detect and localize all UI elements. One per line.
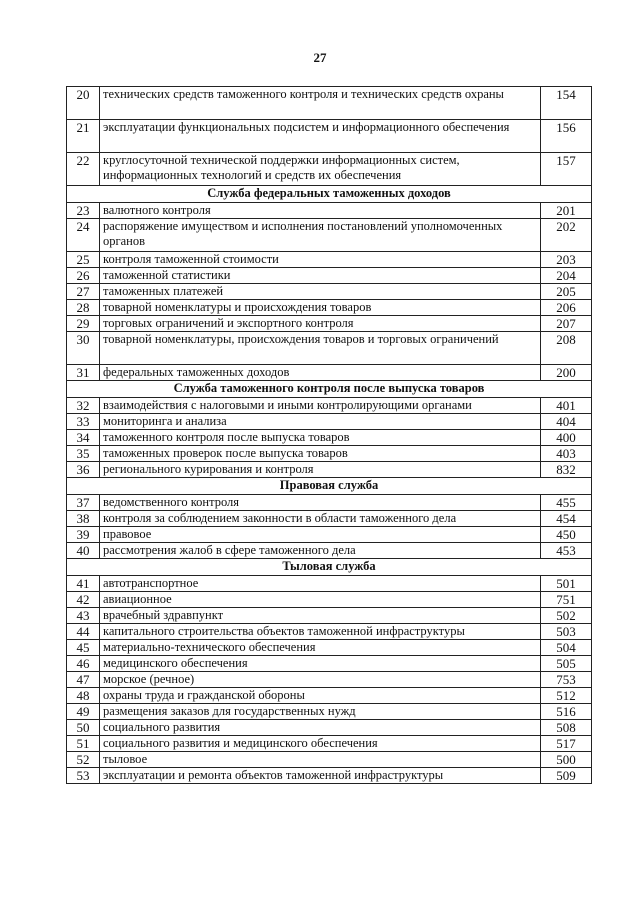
- department-code: 832: [541, 462, 592, 478]
- department-code: 517: [541, 736, 592, 752]
- table-row: [67, 543, 592, 559]
- department-code: 454: [541, 511, 592, 527]
- department-name: таможенных платежей: [100, 284, 541, 300]
- section-header-row: [67, 186, 592, 203]
- departments-table: [66, 86, 592, 784]
- department-name: морское (речное): [100, 672, 541, 688]
- department-name: валютного контроля: [100, 203, 541, 219]
- row-number: 34: [67, 430, 100, 446]
- department-code: 516: [541, 704, 592, 720]
- table-row: [67, 656, 592, 672]
- row-number: 31: [67, 365, 100, 381]
- section-title: Правовая служба: [67, 478, 592, 495]
- section-title: Тыловая служба: [67, 559, 592, 576]
- page-number: 27: [313, 50, 327, 65]
- department-name: взаимодействия с налоговыми и иными контролирующими органами: [100, 398, 541, 414]
- row-number: 32: [67, 398, 100, 414]
- row-number: 21: [67, 120, 100, 153]
- department-name: ведомственного контроля: [100, 495, 541, 511]
- table-row: [67, 704, 592, 720]
- table-row: [67, 462, 592, 478]
- table-row: [67, 153, 592, 186]
- department-code: 502: [541, 608, 592, 624]
- row-number: 45: [67, 640, 100, 656]
- row-number: 40: [67, 543, 100, 559]
- department-name: товарной номенклатуры, происхождения товаров и торговых ограничений: [100, 332, 541, 365]
- department-code: 203: [541, 252, 592, 268]
- table-row: [67, 203, 592, 219]
- table-row: [67, 527, 592, 543]
- department-code: 400: [541, 430, 592, 446]
- department-code: 157: [541, 153, 592, 186]
- department-name: социального развития и медицинского обеспечения: [100, 736, 541, 752]
- department-code: 453: [541, 543, 592, 559]
- section-header-row: [67, 381, 592, 398]
- department-code: 206: [541, 300, 592, 316]
- row-number: 53: [67, 768, 100, 784]
- row-number: 39: [67, 527, 100, 543]
- row-number: 52: [67, 752, 100, 768]
- department-name: размещения заказов для государственных нужд: [100, 704, 541, 720]
- table-row: [67, 284, 592, 300]
- department-name: технических средств таможенного контроля и технических средств охраны: [100, 87, 541, 120]
- department-name: материально-технического обеспечения: [100, 640, 541, 656]
- department-name: авиационное: [100, 592, 541, 608]
- row-number: 24: [67, 219, 100, 252]
- department-name: капитального строительства объектов таможенной инфраструктуры: [100, 624, 541, 640]
- table-row: [67, 219, 592, 252]
- department-code: 404: [541, 414, 592, 430]
- table-row: [67, 688, 592, 704]
- row-number: 46: [67, 656, 100, 672]
- table-row: [67, 414, 592, 430]
- table-row: [67, 252, 592, 268]
- table-row: [67, 398, 592, 414]
- department-code: 401: [541, 398, 592, 414]
- department-name: эксплуатации и ремонта объектов таможенной инфраструктуры: [100, 768, 541, 784]
- department-code: 205: [541, 284, 592, 300]
- department-name: регионального курирования и контроля: [100, 462, 541, 478]
- department-code: 450: [541, 527, 592, 543]
- row-number: 37: [67, 495, 100, 511]
- department-name: эксплуатации функциональных подсистем и информационного обеспечения: [100, 120, 541, 153]
- department-name: товарной номенклатуры и происхождения товаров: [100, 300, 541, 316]
- department-name: торговых ограничений и экспортного контроля: [100, 316, 541, 332]
- table-row: [67, 430, 592, 446]
- department-name: автотранспортное: [100, 576, 541, 592]
- table-body: [67, 87, 592, 784]
- department-name: круглосуточной технической поддержки информационных систем, информационных технологий и средств их обеспечения: [100, 153, 541, 186]
- table-row: [67, 365, 592, 381]
- table-row: [67, 752, 592, 768]
- row-number: 27: [67, 284, 100, 300]
- department-code: 207: [541, 316, 592, 332]
- table-row: [67, 624, 592, 640]
- department-code: 403: [541, 446, 592, 462]
- table-row: [67, 268, 592, 284]
- department-code: 500: [541, 752, 592, 768]
- table-row: [67, 316, 592, 332]
- table-row: [67, 87, 592, 120]
- row-number: 44: [67, 624, 100, 640]
- table-row: [67, 300, 592, 316]
- department-code: 509: [541, 768, 592, 784]
- department-name: врачебный здравпункт: [100, 608, 541, 624]
- table-row: [67, 332, 592, 365]
- row-number: 51: [67, 736, 100, 752]
- department-name: охраны труда и гражданской обороны: [100, 688, 541, 704]
- department-code: 512: [541, 688, 592, 704]
- department-name: рассмотрения жалоб в сфере таможенного дела: [100, 543, 541, 559]
- row-number: 35: [67, 446, 100, 462]
- department-name: таможенных проверок после выпуска товаров: [100, 446, 541, 462]
- department-name: контроля за соблюдением законности в области таможенного дела: [100, 511, 541, 527]
- table-row: [67, 592, 592, 608]
- section-title: Служба федеральных таможенных доходов: [67, 186, 592, 203]
- department-name: правовое: [100, 527, 541, 543]
- row-number: 28: [67, 300, 100, 316]
- department-code: 508: [541, 720, 592, 736]
- row-number: 49: [67, 704, 100, 720]
- department-name: распоряжение имуществом и исполнения постановлений уполномоченных органов: [100, 219, 541, 252]
- department-name: мониторинга и анализа: [100, 414, 541, 430]
- department-code: 503: [541, 624, 592, 640]
- section-header-row: [67, 559, 592, 576]
- row-number: 41: [67, 576, 100, 592]
- table-row: [67, 608, 592, 624]
- section-header-row: [67, 478, 592, 495]
- row-number: 29: [67, 316, 100, 332]
- table-row: [67, 576, 592, 592]
- department-code: 505: [541, 656, 592, 672]
- row-number: 50: [67, 720, 100, 736]
- table-row: [67, 495, 592, 511]
- row-number: 48: [67, 688, 100, 704]
- department-code: 753: [541, 672, 592, 688]
- table-row: [67, 672, 592, 688]
- row-number: 47: [67, 672, 100, 688]
- row-number: 26: [67, 268, 100, 284]
- row-number: 36: [67, 462, 100, 478]
- department-code: 501: [541, 576, 592, 592]
- department-name: федеральных таможенных доходов: [100, 365, 541, 381]
- section-title: Служба таможенного контроля после выпуска товаров: [67, 381, 592, 398]
- row-number: 23: [67, 203, 100, 219]
- row-number: 42: [67, 592, 100, 608]
- department-code: 204: [541, 268, 592, 284]
- department-code: 455: [541, 495, 592, 511]
- table-row: [67, 120, 592, 153]
- department-code: 156: [541, 120, 592, 153]
- department-code: 154: [541, 87, 592, 120]
- row-number: 30: [67, 332, 100, 365]
- department-name: контроля таможенной стоимости: [100, 252, 541, 268]
- department-code: 200: [541, 365, 592, 381]
- table-row: [67, 511, 592, 527]
- department-code: 201: [541, 203, 592, 219]
- row-number: 20: [67, 87, 100, 120]
- department-name: таможенной статистики: [100, 268, 541, 284]
- table-row: [67, 640, 592, 656]
- department-name: социального развития: [100, 720, 541, 736]
- row-number: 33: [67, 414, 100, 430]
- table-row: [67, 446, 592, 462]
- row-number: 38: [67, 511, 100, 527]
- department-code: 208: [541, 332, 592, 365]
- department-name: тыловое: [100, 752, 541, 768]
- department-name: таможенного контроля после выпуска товаров: [100, 430, 541, 446]
- row-number: 43: [67, 608, 100, 624]
- table-row: [67, 720, 592, 736]
- table-row: [67, 736, 592, 752]
- department-code: 202: [541, 219, 592, 252]
- department-name: медицинского обеспечения: [100, 656, 541, 672]
- row-number: 22: [67, 153, 100, 186]
- department-code: 504: [541, 640, 592, 656]
- department-code: 751: [541, 592, 592, 608]
- row-number: 25: [67, 252, 100, 268]
- table-row: [67, 768, 592, 784]
